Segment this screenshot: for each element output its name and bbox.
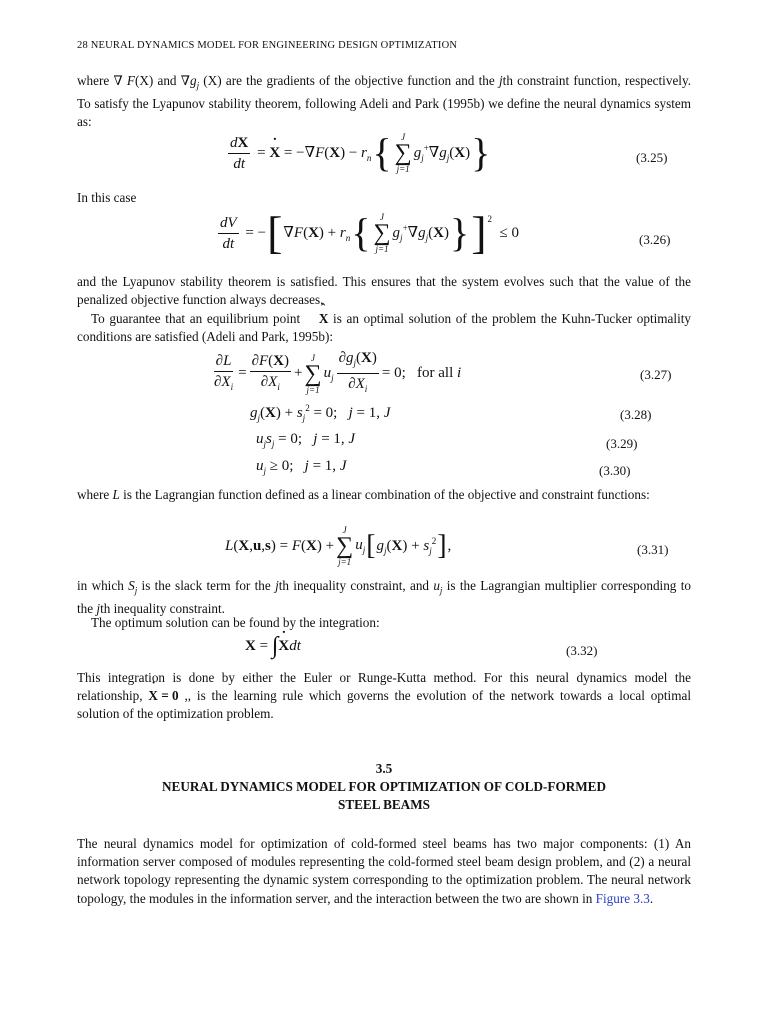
equation-3-29: $u_js_j = 0$; j = 1, J [256,431,356,449]
equation-number-3-26: (3.26) [639,232,671,247]
section-title-line-2: STEEL BEAMS [338,797,430,812]
paragraph-components: The neural dynamics model for optimization of cold-formed steel beams has two major components: (1) An information server composed of modules representing the cold-formed steel beam design problem, and (2) a neural network topology representing the dynamic system corresponding to the optimization problem. The neural network topology, the modules in the information server, and the interaction between the two are shown in Figure 3.3. [77,836,691,906]
paragraph-slack: in which $S_j$ is the slack term for the jth inequality constraint, and $u_j$ is the Lagrangian multiplier corresponding to the jth inequality constraint. [77,578,691,616]
equation-3-30: $u_j \ge 0$; j = 1, J [256,458,347,476]
running-head: 28 NEURAL DYNAMICS MODEL FOR ENGINEERING DESIGN OPTIMIZATION [77,40,458,51]
equation-3-31: L(X,u,s) = F(X) + J ∑ j=1 $u_j$ [ $g_j(X) + s_j^2$ ] , [225,525,452,567]
paragraph-lyapunov: and the Lyapunov stability theorem is satisfied. This ensures that the system evolves such that the value of the penalized objective function always decreases. [77,274,691,308]
equation-3-28: $g_j(X) + s_j^2 = 0$; j = 1, J [250,403,391,423]
paragraph-kuhn-tucker: To guarantee that an equilibrium point ˆ X is an optimal solution of the problem the Kuhn-Tucker optimality conditions are satisfied (Adeli and Park, 1995b): [77,310,691,346]
figure-3-3-link[interactable]: Figure 3.3 [595,890,650,906]
equation-3-27: $\frac{\partial L}{\partial X_i}$ = $\frac{\partial F(X)}{\partial X_i}$ + J ∑ j=1 $u_j$ $\frac{\partial g_j(X)}{\partial X_i}$ = 0; for all i [214,350,462,395]
paragraph-in-this-case: In this case [77,190,137,205]
equation-3-32: X = ∫ ˙ Xdt [245,633,301,660]
equation-number-3-25: (3.25) [636,150,668,165]
equation-number-3-31: (3.31) [637,542,669,557]
equation-number-3-32: (3.32) [566,643,598,658]
section-title-line-1: NEURAL DYNAMICS MODEL FOR OPTIMIZATION OF COLD-FORMED [162,779,606,794]
paragraph-lagrangian: where L is the Lagrangian function defined as a linear combination of the objective and constraint functions: [77,487,650,502]
paragraph-integration: This integration is done by either the Euler or Runge-Kutta method. For this neural dynamics model the relationship, ˙ X = 0 ,, is the learning rule which governs the evolution of the network towards a local optimal solution of the optimization problem. [77,669,691,724]
equation-3-25: $\frac{dX}{dt}$ = ˙ $X = -\nabla F(X) - r_n$ { J ∑ j=1 $g_j^+\nabla g_j(X)$ } [225,132,491,174]
equation-number-3-28: (3.28) [620,407,652,422]
equation-number-3-30: (3.30) [599,463,631,478]
section-number: 3.5 [375,761,393,776]
equation-3-26: $\frac{dV}{dt}$ = − [ $\nabla F(X) + r_n$ { J ∑ j=1 $g_j^+\nabla g_j(X)$ } ] $^2$ ≤ 0 [220,207,519,258]
paragraph-optimum: The optimum solution can be found by the integration: [91,615,380,630]
equation-number-3-29: (3.29) [606,436,638,451]
equation-number-3-27: (3.27) [640,367,672,382]
paragraph-gradients: where ∇ F(X) and $\nabla g_j$ (X) are the gradients of the objective function and the jth constraint function, respectively. To satisfy the Lyapunov stability theorem, following Adeli and Park (1995b) we define the neural dynamics system as: [77,73,691,130]
